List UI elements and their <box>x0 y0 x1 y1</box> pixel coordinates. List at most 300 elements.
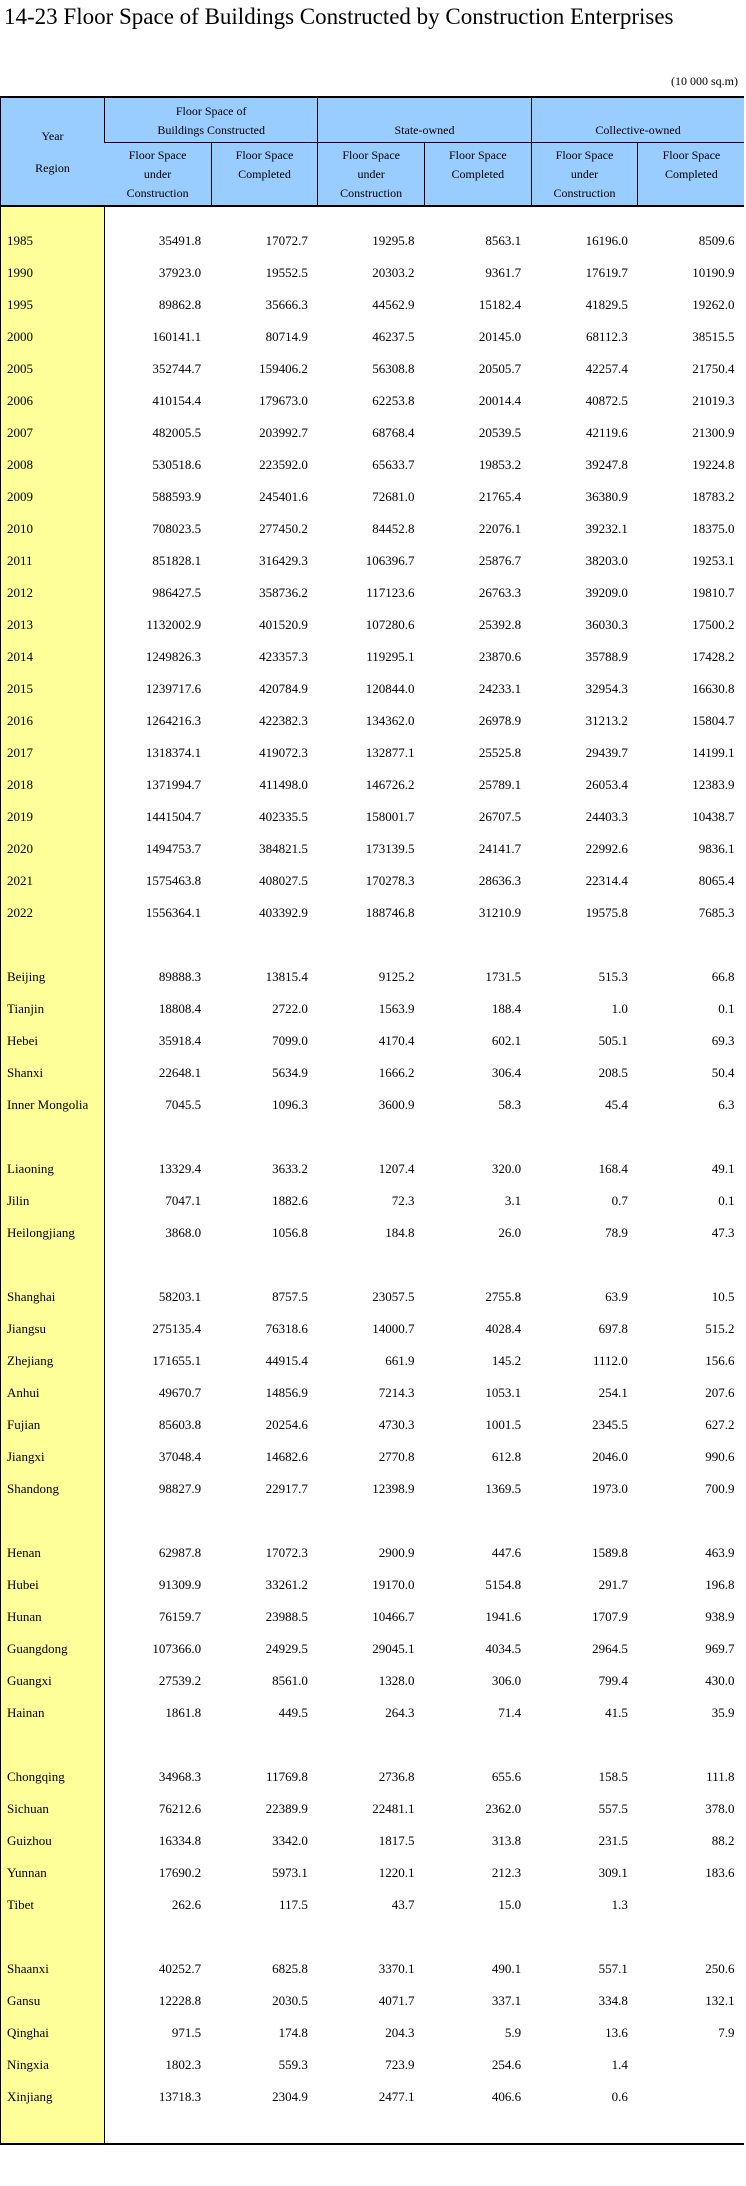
collective-under-construction-cell: 42257.4 <box>585 361 628 376</box>
collective-completed-cell: 14199.1 <box>692 745 735 760</box>
year-row <box>1 577 745 609</box>
state-under-construction-cell: 1817.5 <box>378 1833 415 1848</box>
year-label: 2019 <box>1 801 105 833</box>
collective-under-construction-cell: 22314.4 <box>585 873 628 888</box>
region-row <box>1 1697 745 1729</box>
collective-under-construction-cell: 17619.7 <box>585 265 628 280</box>
total-completed-cell: 3633.2 <box>272 1161 308 1176</box>
year-row <box>1 609 745 641</box>
total-under-construction-cell: 1556364.1 <box>145 905 202 920</box>
region-label: Shandong <box>1 1473 105 1505</box>
total-completed-cell: 76318.6 <box>265 1321 308 1336</box>
data-table <box>0 96 744 2145</box>
state-completed-cell: 306.0 <box>491 1673 522 1688</box>
total-completed-cell: 33261.2 <box>265 1577 308 1592</box>
total-under-construction-cell: 851828.1 <box>152 553 202 568</box>
collective-under-construction-cell: 557.1 <box>598 1961 628 1976</box>
state-under-construction-cell: 23057.5 <box>372 1289 415 1304</box>
total-under-construction-cell: 1318374.1 <box>145 745 202 760</box>
region-label: Guizhou <box>1 1825 105 1857</box>
region-label: Inner Mongolia <box>1 1089 105 1121</box>
state-under-construction-cell: 29045.1 <box>372 1641 415 1656</box>
sub-header-line: Floor Space <box>448 147 507 162</box>
collective-under-construction-cell: 78.9 <box>605 1225 628 1240</box>
region-row <box>1 1665 745 1697</box>
state-under-construction-header <box>318 143 425 207</box>
region-row <box>1 1153 745 1185</box>
sub-header-line: Construction <box>553 185 616 200</box>
state-completed-cell: 313.8 <box>491 1833 522 1848</box>
collective-under-construction-cell: 36030.3 <box>585 617 628 632</box>
state-completed-cell: 447.6 <box>491 1545 522 1560</box>
region-row <box>1 1313 745 1345</box>
total-completed-cell: 559.3 <box>278 2057 308 2072</box>
collective-completed-cell: 8065.4 <box>698 873 735 888</box>
collective-under-construction-cell: 158.5 <box>598 1769 628 1784</box>
year-row <box>1 545 745 577</box>
collective-under-construction-header <box>531 143 638 207</box>
state-completed-header <box>424 143 531 207</box>
region-label: Jiangsu <box>1 1313 105 1345</box>
spacer-row <box>1 2113 745 2144</box>
region-row <box>1 1633 745 1665</box>
collective-completed-cell: 10190.9 <box>692 265 735 280</box>
year-row <box>1 737 745 769</box>
region-label: Yunnan <box>1 1857 105 1889</box>
state-under-construction-cell: 62253.8 <box>372 393 415 408</box>
total-under-construction-cell: 1494753.7 <box>145 841 202 856</box>
total-completed-cell: 3342.0 <box>272 1833 308 1848</box>
region-row <box>1 1409 745 1441</box>
collective-under-construction-cell: 208.5 <box>598 1065 628 1080</box>
total-completed-cell: 24929.5 <box>265 1641 308 1656</box>
total-completed-cell: 403392.9 <box>259 905 308 920</box>
region-label: Guangxi <box>1 1665 105 1697</box>
collective-completed-cell: 8509.6 <box>698 233 735 248</box>
collective-completed-cell: 35.9 <box>711 1705 735 1720</box>
collective-completed-cell: 183.6 <box>705 1865 735 1880</box>
sub-header-line: Floor Space <box>342 147 400 162</box>
collective-under-construction-cell: 1.3 <box>611 1897 628 1912</box>
collective-under-construction-cell: 26053.4 <box>585 777 628 792</box>
total-completed-cell: 22917.7 <box>265 1481 308 1496</box>
collective-completed-cell: 990.6 <box>705 1449 735 1464</box>
year-row <box>1 801 745 833</box>
region-label: Chongqing <box>1 1761 105 1793</box>
collective-completed-cell: 38515.5 <box>692 329 735 344</box>
collective-under-construction-cell: 0.7 <box>611 1193 628 1208</box>
state-completed-cell: 24233.1 <box>478 681 522 696</box>
total-completed-cell: 423357.3 <box>259 649 308 664</box>
total-completed-cell: 245401.6 <box>259 489 308 504</box>
year-label: 2015 <box>1 673 105 705</box>
total-under-construction-cell: 89888.3 <box>158 969 202 984</box>
collective-under-construction-cell: 41.5 <box>605 1705 628 1720</box>
state-under-construction-cell: 19295.8 <box>372 233 415 248</box>
state-completed-cell: 26763.3 <box>478 585 522 600</box>
state-under-construction-cell: 2900.9 <box>378 1545 415 1560</box>
state-under-construction-cell: 134362.0 <box>365 713 415 728</box>
state-completed-cell: 26.0 <box>498 1225 522 1240</box>
state-under-construction-cell: 117123.6 <box>366 585 415 600</box>
region-label: Sichuan <box>1 1793 105 1825</box>
total-completed-cell: 5973.1 <box>272 1865 308 1880</box>
year-label: 2005 <box>1 353 105 385</box>
region-label: Henan <box>1 1537 105 1569</box>
total-completed-cell: 20254.6 <box>265 1417 308 1432</box>
collective-completed-cell: 21300.9 <box>692 425 735 440</box>
region-label: Gansu <box>1 1985 105 2017</box>
collective-under-construction-cell: 1.0 <box>611 1001 628 1016</box>
total-under-construction-cell: 18808.4 <box>158 1001 202 1016</box>
state-completed-cell: 1053.1 <box>485 1385 522 1400</box>
spacer-row <box>1 1729 745 1761</box>
spacer-row <box>1 1921 745 1953</box>
state-completed-cell: 25525.8 <box>478 745 522 760</box>
state-under-construction-cell: 72681.0 <box>372 489 415 504</box>
region-row <box>1 1825 745 1857</box>
state-under-construction-cell: 106396.7 <box>365 553 415 568</box>
year-row <box>1 385 745 417</box>
collective-completed-cell: 463.9 <box>705 1545 735 1560</box>
sub-header-line: Floor Space <box>662 147 721 162</box>
collective-completed-cell: 7685.3 <box>698 905 735 920</box>
state-completed-cell: 20505.7 <box>478 361 522 376</box>
region-row <box>1 1281 745 1313</box>
year-row <box>1 257 745 289</box>
state-under-construction-cell: 20303.2 <box>372 265 415 280</box>
collective-under-construction-cell: 38203.0 <box>585 553 628 568</box>
state-completed-cell: 28636.3 <box>478 873 522 888</box>
table-body <box>1 206 745 2144</box>
total-completed-cell: 174.8 <box>278 2025 308 2040</box>
total-under-construction-cell: 708023.5 <box>152 521 202 536</box>
state-completed-cell: 306.4 <box>491 1065 522 1080</box>
total-completed-cell: 422382.3 <box>259 713 308 728</box>
sub-header-line: Construction <box>340 185 403 200</box>
state-completed-cell: 4028.4 <box>485 1321 522 1336</box>
total-under-construction-cell: 22648.1 <box>158 1065 202 1080</box>
state-under-construction-cell: 119295.1 <box>366 649 415 664</box>
state-under-construction-cell: 1563.9 <box>378 1001 415 1016</box>
total-group-line-1: Floor Space of <box>175 104 247 118</box>
state-completed-cell: 612.8 <box>491 1449 522 1464</box>
collective-under-construction-cell: 16196.0 <box>585 233 628 248</box>
total-under-construction-cell: 1441504.7 <box>145 809 202 824</box>
region-label: Heilongjiang <box>1 1217 105 1249</box>
total-completed-cell: 6825.8 <box>272 1961 308 1976</box>
collective-completed-cell: 132.1 <box>705 1993 735 2008</box>
total-under-construction-cell: 37923.0 <box>158 265 202 280</box>
collective-under-construction-cell: 309.1 <box>598 1865 628 1880</box>
total-under-construction-cell: 1239717.6 <box>145 681 202 696</box>
state-completed-cell: 20014.4 <box>478 393 522 408</box>
collective-under-construction-cell: 334.8 <box>598 1993 628 2008</box>
table-header <box>1 97 745 206</box>
total-completed-cell: 203992.7 <box>259 425 308 440</box>
state-completed-cell: 58.3 <box>498 1097 522 1112</box>
year-row <box>1 417 745 449</box>
state-completed-cell: 655.6 <box>491 1769 522 1784</box>
collective-completed-cell: 156.6 <box>705 1353 735 1368</box>
collective-under-construction-cell: 29439.7 <box>585 745 628 760</box>
year-row <box>1 705 745 737</box>
collective-under-construction-cell: 32954.3 <box>585 681 628 696</box>
sub-header-line: Completed <box>665 166 718 181</box>
total-under-construction-cell: 85603.8 <box>158 1417 202 1432</box>
state-completed-cell: 25876.7 <box>478 553 522 568</box>
state-under-construction-cell: 204.3 <box>385 2025 415 2040</box>
total-under-construction-cell: 588593.9 <box>152 489 202 504</box>
state-under-construction-cell: 9125.2 <box>378 969 415 984</box>
state-completed-cell: 26707.5 <box>478 809 522 824</box>
spacer-row <box>1 1505 745 1537</box>
year-label: 2014 <box>1 641 105 673</box>
region-label: Hubei <box>1 1569 105 1601</box>
state-completed-cell: 21765.4 <box>478 489 522 504</box>
total-under-construction-cell: 107366.0 <box>152 1641 202 1656</box>
year-row <box>1 865 745 897</box>
total-completed-cell: 35666.3 <box>265 297 308 312</box>
total-under-construction-cell: 1575463.8 <box>145 873 202 888</box>
region-row <box>1 1185 745 1217</box>
collective-completed-cell: 12383.9 <box>692 777 735 792</box>
total-under-construction-cell: 1371994.7 <box>145 777 202 792</box>
state-completed-cell: 26978.9 <box>478 713 522 728</box>
region-row <box>1 2081 745 2113</box>
collective-completed-cell: 0.1 <box>718 1193 735 1208</box>
collective-under-construction-cell: 168.4 <box>598 1161 628 1176</box>
collective-completed-cell: 250.6 <box>705 1961 735 1976</box>
collective-completed-cell <box>638 2081 745 2113</box>
state-under-construction-cell: 264.3 <box>385 1705 415 1720</box>
state-under-construction-cell: 1666.2 <box>378 1065 415 1080</box>
region-row <box>1 2017 745 2049</box>
collective-under-construction-cell: 39232.1 <box>585 521 628 536</box>
state-owned-group-header: State-owned <box>318 97 531 143</box>
year-row <box>1 225 745 257</box>
state-completed-cell: 23870.6 <box>478 649 522 664</box>
sub-header-line: under <box>357 166 385 181</box>
region-row <box>1 1345 745 1377</box>
total-completed-cell: 419072.3 <box>259 745 308 760</box>
state-under-construction-cell: 188746.8 <box>365 905 415 920</box>
total-under-construction-cell: 98827.9 <box>158 1481 202 1496</box>
state-completed-cell: 1941.6 <box>485 1609 522 1624</box>
state-under-construction-cell: 65633.7 <box>372 457 415 472</box>
total-under-construction-cell: 971.5 <box>171 2025 202 2040</box>
collective-under-construction-cell: 1.4 <box>611 2057 628 2072</box>
collective-completed-cell <box>638 2049 745 2081</box>
year-label: 2022 <box>1 897 105 929</box>
total-under-construction-cell: 58203.1 <box>158 1289 202 1304</box>
state-completed-cell: 602.1 <box>491 1033 522 1048</box>
region-label: Hebei <box>1 1025 105 1057</box>
state-under-construction-cell: 14000.7 <box>372 1321 415 1336</box>
total-completed-cell: 5634.9 <box>272 1065 308 1080</box>
collective-under-construction-cell: 36380.9 <box>585 489 628 504</box>
total-under-construction-cell: 27539.2 <box>158 1673 202 1688</box>
state-completed-cell: 2755.8 <box>485 1289 522 1304</box>
state-under-construction-cell: 22481.1 <box>372 1801 415 1816</box>
collective-completed-cell: 700.9 <box>705 1481 735 1496</box>
sub-header-line: Construction <box>126 185 189 200</box>
state-completed-cell: 20145.0 <box>478 329 522 344</box>
state-under-construction-cell: 44562.9 <box>372 297 415 312</box>
region-row <box>1 1473 745 1505</box>
collective-under-construction-cell: 31213.2 <box>585 713 628 728</box>
state-completed-cell: 20539.5 <box>478 425 522 440</box>
sub-header-line: Completed <box>238 166 291 181</box>
year-label: 1990 <box>1 257 105 289</box>
state-under-construction-cell: 4071.7 <box>378 1993 415 2008</box>
collective-completed-cell: 88.2 <box>711 1833 735 1848</box>
region-label: Jilin <box>1 1185 105 1217</box>
region-row <box>1 993 745 1025</box>
total-under-construction-cell: 49670.7 <box>158 1385 202 1400</box>
sub-header-line: Completed <box>451 166 505 181</box>
collective-completed-cell: 69.3 <box>711 1033 735 1048</box>
region-label: Hunan <box>1 1601 105 1633</box>
region-row <box>1 1537 745 1569</box>
total-completed-cell: 17072.7 <box>265 233 308 248</box>
total-group-line-2: Buildings Constructed <box>157 123 265 137</box>
total-under-construction-cell: 35491.8 <box>158 233 202 248</box>
region-row <box>1 1089 745 1121</box>
region-label: Shaanxi <box>1 1953 105 1985</box>
state-under-construction-cell: 4730.3 <box>378 1417 415 1432</box>
region-row <box>1 2049 745 2081</box>
total-completed-cell: 117.5 <box>279 1897 308 1912</box>
year-label: 2011 <box>1 545 105 577</box>
region-row <box>1 1953 745 1985</box>
collective-completed-cell: 207.6 <box>705 1385 735 1400</box>
collective-completed-cell: 19810.7 <box>692 585 735 600</box>
state-completed-cell: 1369.5 <box>485 1481 522 1496</box>
total-under-construction-cell: 160141.1 <box>152 329 202 344</box>
state-under-construction-cell: 120844.0 <box>365 681 415 696</box>
collective-under-construction-cell: 39247.8 <box>585 457 628 472</box>
state-completed-cell: 5.9 <box>504 2025 522 2040</box>
total-under-construction-cell: 16334.8 <box>158 1833 202 1848</box>
year-row <box>1 769 745 801</box>
total-completed-cell: 223592.0 <box>259 457 308 472</box>
state-under-construction-cell: 43.7 <box>391 1897 415 1912</box>
total-completed-cell: 401520.9 <box>259 617 308 632</box>
collective-under-construction-cell: 1112.0 <box>593 1353 628 1368</box>
state-completed-cell: 19853.2 <box>478 457 522 472</box>
total-completed-cell: 2030.5 <box>272 1993 308 2008</box>
collective-under-construction-cell: 505.1 <box>598 1033 628 1048</box>
collective-completed-cell: 66.8 <box>711 969 735 984</box>
region-row <box>1 1857 745 1889</box>
region-label: Anhui <box>1 1377 105 1409</box>
collective-completed-cell: 15804.7 <box>692 713 735 728</box>
collective-completed-cell: 18783.2 <box>692 489 735 504</box>
total-under-construction-cell: 40252.7 <box>158 1961 202 1976</box>
year-row <box>1 897 745 929</box>
collective-under-construction-cell: 19575.8 <box>585 905 628 920</box>
state-under-construction-cell: 661.9 <box>385 1353 415 1368</box>
year-label: 2016 <box>1 705 105 737</box>
total-completed-cell: 2304.9 <box>272 2089 308 2104</box>
collective-owned-group-header: Collective-owned <box>531 97 744 143</box>
total-under-construction-cell: 76212.6 <box>158 1801 202 1816</box>
sub-header-line: under <box>143 166 172 181</box>
region-label: Fujian <box>1 1409 105 1441</box>
year-row <box>1 673 745 705</box>
region-label: Shanghai <box>1 1281 105 1313</box>
spacer-row <box>1 206 745 225</box>
total-under-construction-cell: 352744.7 <box>152 361 202 376</box>
total-under-construction-cell: 7047.1 <box>165 1193 202 1208</box>
total-completed-cell: 13815.4 <box>265 969 308 984</box>
state-under-construction-cell: 1207.4 <box>378 1161 415 1176</box>
state-under-construction-cell: 184.8 <box>385 1225 415 1240</box>
collective-completed-cell: 0.1 <box>718 1001 735 1016</box>
total-under-construction-cell: 1132002.9 <box>146 617 202 632</box>
collective-completed-cell: 16630.8 <box>692 681 735 696</box>
state-completed-cell: 25392.8 <box>478 617 522 632</box>
region-label: Guangdong <box>1 1633 105 1665</box>
total-under-construction-cell: 1249826.3 <box>145 649 202 664</box>
sub-header-line: Floor Space <box>128 147 187 162</box>
region-row <box>1 1441 745 1473</box>
total-completed-cell: 11769.8 <box>266 1769 308 1784</box>
collective-under-construction-cell: 0.6 <box>611 2089 628 2104</box>
region-row <box>1 1569 745 1601</box>
state-completed-cell: 8563.1 <box>485 233 522 248</box>
collective-completed-cell: 19224.8 <box>692 457 735 472</box>
total-completed-header <box>211 143 318 207</box>
state-under-construction-cell: 2736.8 <box>378 1769 415 1784</box>
total-under-construction-cell: 76159.7 <box>158 1609 202 1624</box>
unit-label: (10 000 sq.m) <box>671 74 738 88</box>
collective-completed-header <box>638 143 745 207</box>
region-label: Hainan <box>1 1697 105 1729</box>
year-row <box>1 289 745 321</box>
region-row <box>1 1793 745 1825</box>
total-under-construction-cell: 37048.4 <box>158 1449 202 1464</box>
collective-completed-cell: 9836.1 <box>698 841 735 856</box>
state-completed-cell: 31210.9 <box>478 905 522 920</box>
total-under-construction-cell: 13718.3 <box>158 2089 202 2104</box>
collective-under-construction-cell: 799.4 <box>598 1673 628 1688</box>
region-row <box>1 1217 745 1249</box>
region-row <box>1 1985 745 2017</box>
year-row <box>1 481 745 513</box>
collective-under-construction-cell: 63.9 <box>605 1289 628 1304</box>
total-completed-cell: 44915.4 <box>265 1353 308 1368</box>
region-header: Region <box>35 160 70 175</box>
state-completed-cell: 337.1 <box>491 1993 522 2008</box>
region-label: Zhejiang <box>1 1345 105 1377</box>
collective-completed-cell: 627.2 <box>705 1417 735 1432</box>
total-under-construction-cell: 62987.8 <box>158 1545 202 1560</box>
total-completed-cell: 159406.2 <box>259 361 308 376</box>
total-under-construction-cell: 1264216.3 <box>145 713 202 728</box>
year-label: 2006 <box>1 385 105 417</box>
collective-under-construction-cell: 68112.3 <box>586 329 628 344</box>
collective-under-construction-cell: 24403.3 <box>585 809 628 824</box>
total-under-construction-cell: 410154.4 <box>152 393 202 408</box>
state-completed-cell: 3.1 <box>504 1193 522 1208</box>
total-completed-cell: 8757.5 <box>272 1289 308 1304</box>
state-completed-cell: 15182.4 <box>478 297 522 312</box>
state-under-construction-cell: 46237.5 <box>372 329 415 344</box>
year-label: 2007 <box>1 417 105 449</box>
region-row <box>1 1377 745 1409</box>
